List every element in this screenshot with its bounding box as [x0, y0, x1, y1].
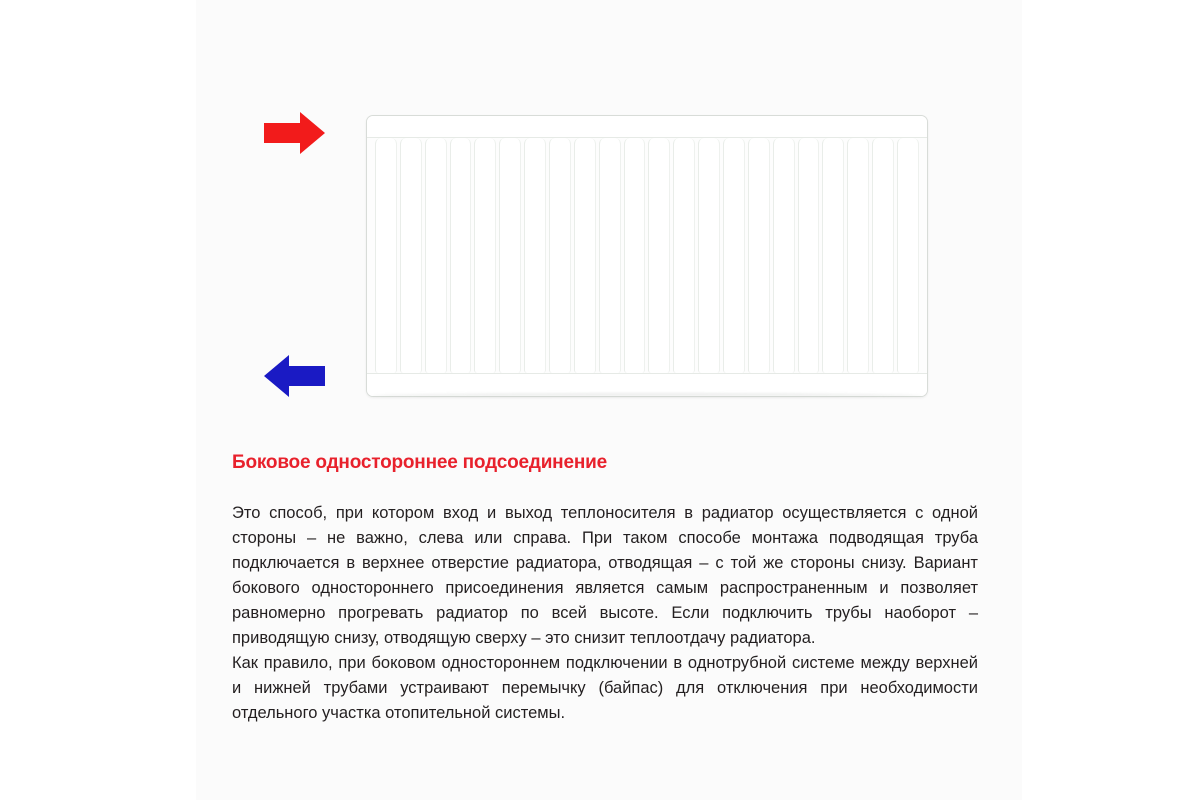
outlet-arrow-icon — [264, 353, 326, 399]
radiator-fin — [599, 138, 621, 373]
radiator-fin — [400, 138, 422, 373]
radiator-fin — [624, 138, 646, 373]
body-paragraph-2: Как правило, при боковом одностороннем подключении в однотрубной системе между верхней и нижней трубами устраивают перемычку (байпас) для отключения при необходимости отдельного участка отопительной системы. — [232, 654, 978, 723]
radiator-fin — [549, 138, 571, 373]
radiator-fin — [499, 138, 521, 373]
radiator-fin — [375, 138, 397, 373]
section-title: Боковое одностороннее подсоединение — [232, 452, 607, 473]
panel-radiator — [366, 115, 928, 397]
radiator-fin — [673, 138, 695, 373]
content-card — [196, 0, 1022, 800]
body-paragraph-1: Это способ, при котором вход и выход теплоносителя в радиатор осуществляется с одной стороны – не важно, слева или справа. При таком способе монтажа подводящая труба подключается в верхнее отверстие радиатора, отводящая – с той же стороны снизу. Вариант бокового одностороннего присоединения является самым распространенным и позволяет равномерно прогревать радиатор по всей высоте. Если подключить трубы наоборот – приводящую снизу, отводящую сверху – это снизит теплоотдачу радиатора. — [232, 503, 978, 648]
radiator-fin — [574, 138, 596, 373]
radiator-shadow — [372, 393, 922, 398]
radiator-fin — [723, 138, 745, 373]
radiator-fin — [698, 138, 720, 373]
radiator-fin — [648, 138, 670, 373]
radiator-fins — [375, 138, 919, 373]
radiator-fin — [474, 138, 496, 373]
radiator-fin — [450, 138, 472, 373]
radiator-fin — [425, 138, 447, 373]
inlet-arrow-icon — [264, 110, 326, 156]
radiator-fin — [748, 138, 770, 373]
radiator-fin — [798, 138, 820, 373]
radiator-fin — [872, 138, 894, 373]
radiator-fin — [773, 138, 795, 373]
radiator-fin — [847, 138, 869, 373]
radiator-top-band — [367, 116, 927, 138]
radiator-fin — [897, 138, 919, 373]
radiator-fin — [822, 138, 844, 373]
radiator-fin — [524, 138, 546, 373]
radiator-connection-illustration — [236, 95, 982, 425]
description-block — [232, 452, 978, 727]
